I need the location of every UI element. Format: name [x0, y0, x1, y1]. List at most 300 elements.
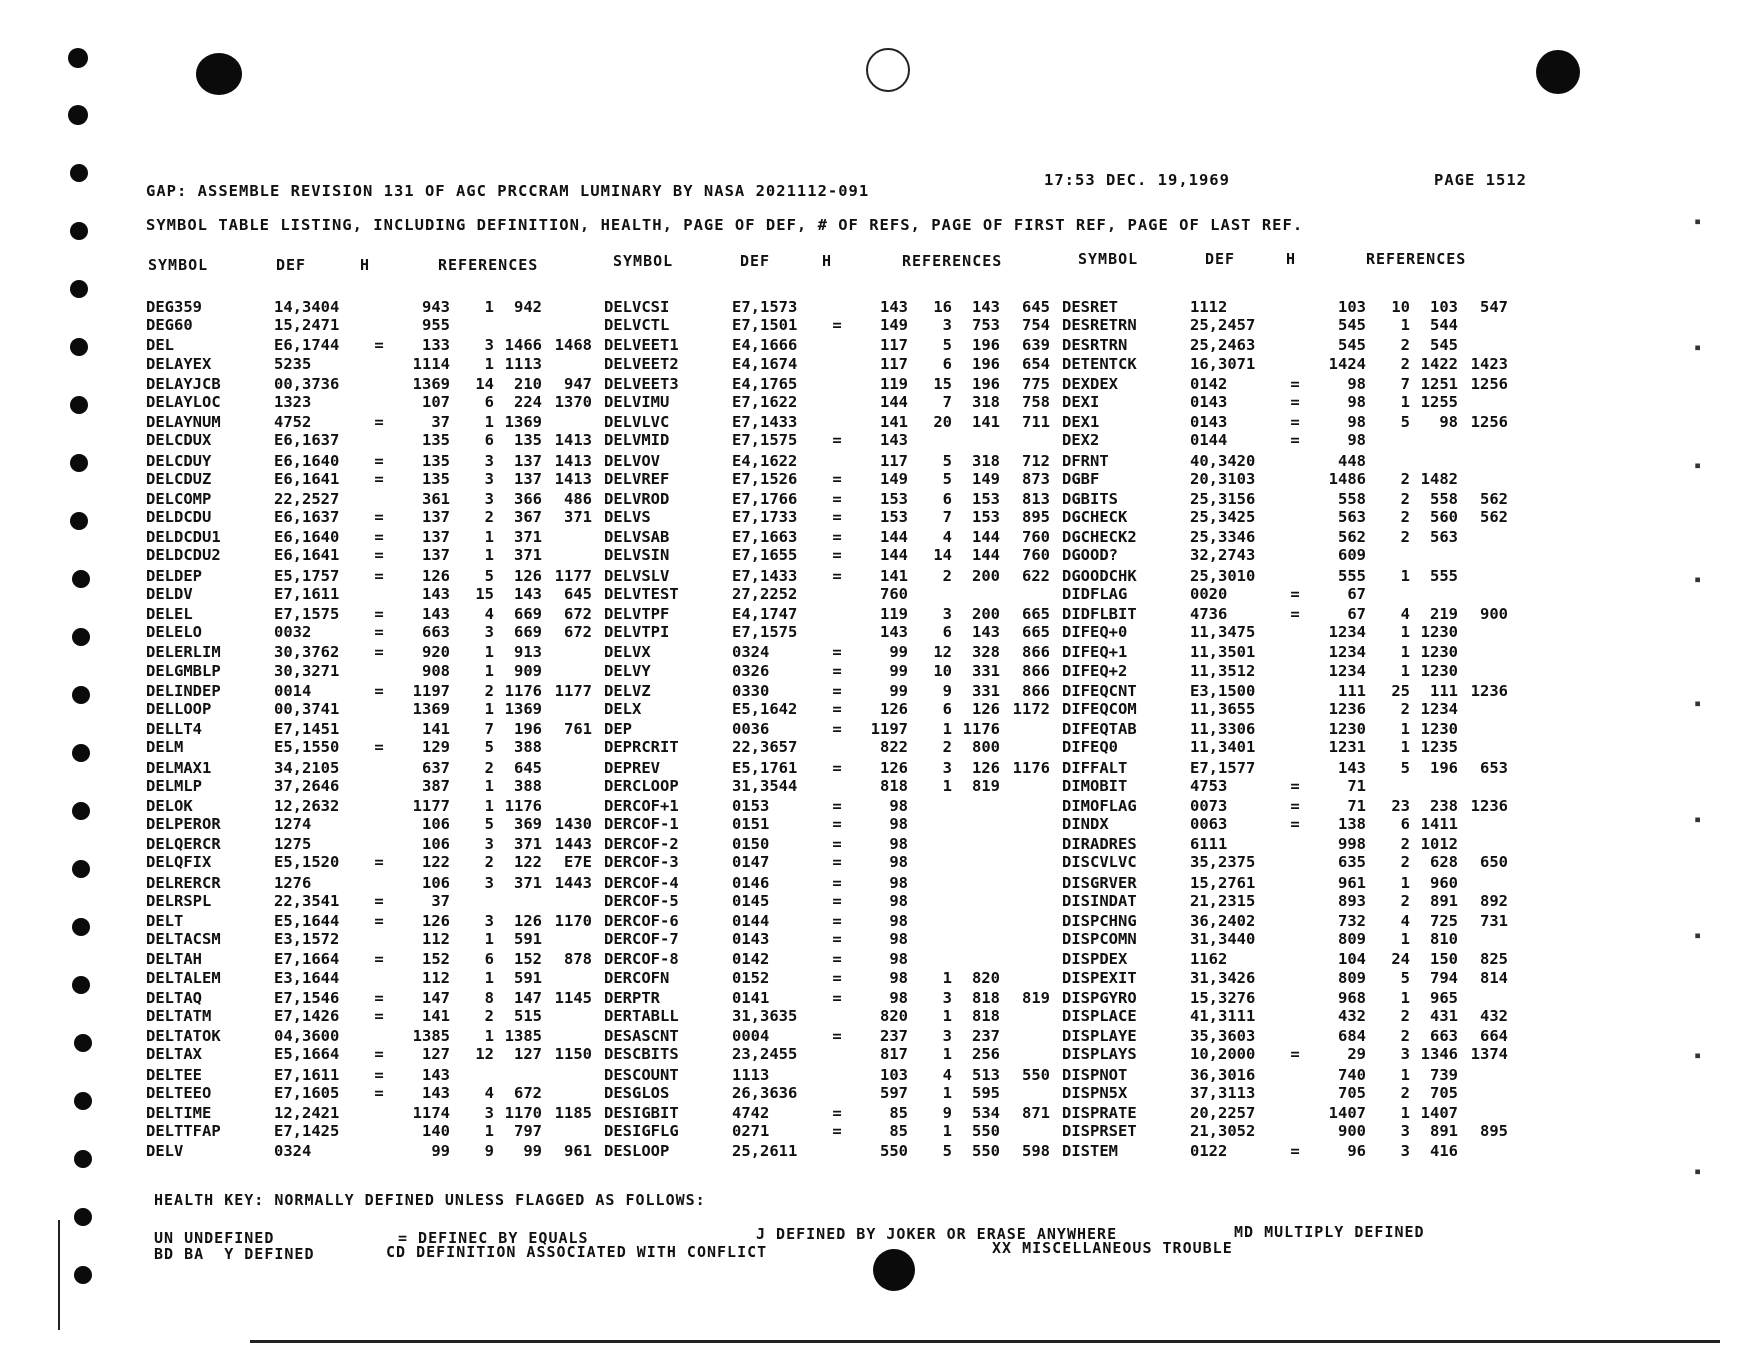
cell-def-page: 1369	[412, 699, 450, 718]
sprocket-hole	[68, 105, 88, 125]
cell-last-ref: 650	[1480, 853, 1508, 872]
cell-health: =	[374, 566, 384, 585]
cell-def: 0032	[274, 623, 312, 642]
cell-last-ref: 731	[1480, 912, 1508, 930]
cell-ref-count: 6	[942, 489, 952, 508]
cell-symbol: DERCLOOP	[604, 776, 679, 795]
table-entry-2	[604, 470, 1062, 489]
cell-def: 6111	[1190, 835, 1228, 854]
cell-first-ref: 256	[972, 1045, 1000, 1064]
cell-def: 11,3475	[1190, 623, 1256, 642]
cell-def-page: 809	[1338, 930, 1366, 949]
sprocket-hole	[70, 454, 88, 472]
table-row	[146, 623, 1526, 642]
cell-def: 0020	[1190, 584, 1228, 603]
cell-def: 4742	[732, 1103, 770, 1122]
table-row	[146, 662, 1526, 681]
cell-def: 4753	[1190, 776, 1228, 795]
cell-ref-count: 6	[484, 392, 494, 411]
cell-symbol: DIFEQ+2	[1062, 661, 1128, 680]
cell-ref-count: 3	[942, 988, 952, 1007]
table-entry-1	[146, 969, 604, 988]
table-entry-3	[1062, 738, 1520, 757]
cell-last-ref: 1145	[554, 988, 592, 1007]
table-entry-1	[146, 508, 604, 527]
cell-last-ref: 775	[1022, 374, 1050, 393]
cell-first-ref: 224	[514, 392, 542, 411]
cell-def: E6,1637	[274, 431, 340, 450]
cell-ref-count: 15	[933, 374, 952, 393]
table-entry-3	[1062, 605, 1520, 624]
cell-symbol: DELDV	[146, 584, 193, 603]
cell-def: 0143	[1190, 392, 1228, 411]
table-row	[146, 1066, 1526, 1085]
cell-health: =	[1290, 584, 1300, 603]
cell-def-page: 149	[880, 469, 908, 488]
cell-symbol: DELTEEO	[146, 1083, 212, 1102]
cell-def: E3,1572	[274, 930, 340, 949]
table-entry-1	[146, 528, 604, 547]
cell-def: 22,3541	[274, 891, 340, 910]
sprocket-hole	[72, 570, 90, 588]
cell-first-ref: 153	[972, 508, 1000, 527]
cell-def-page: 893	[1338, 891, 1366, 910]
cell-ref-count: 1	[484, 968, 494, 987]
table-row	[146, 874, 1526, 893]
cell-last-ref: 1236	[1470, 681, 1508, 700]
col2-references-header: REFERENCES	[902, 252, 1003, 270]
cell-symbol: DEG60	[146, 316, 193, 335]
cell-ref-count: 15	[475, 584, 494, 603]
cell-ref-count: 1	[942, 720, 952, 739]
cell-def-page: 129	[422, 738, 450, 757]
cell-ref-count: 16	[933, 298, 952, 316]
cell-def: E7,1733	[732, 508, 798, 527]
table-entry-1	[146, 490, 604, 509]
table-entry-1	[146, 546, 604, 565]
table-entry-3	[1062, 874, 1520, 893]
cell-def: 25,2463	[1190, 336, 1256, 355]
cell-ref-count: 1	[484, 796, 494, 815]
table-entry-3	[1062, 1084, 1520, 1103]
cell-symbol: DEG359	[146, 298, 202, 316]
cell-health: =	[374, 681, 384, 700]
cell-last-ref: 754	[1022, 316, 1050, 335]
table-entry-1	[146, 1142, 604, 1161]
cell-def-page: 1231	[1328, 738, 1366, 757]
cell-symbol: DESRETRN	[1062, 316, 1137, 335]
cell-symbol: DFRNT	[1062, 451, 1109, 470]
cell-def-page: 117	[880, 336, 908, 355]
cell-symbol: DELERLIM	[146, 643, 221, 662]
table-row	[146, 720, 1526, 739]
table-row	[146, 969, 1526, 988]
cell-def: 31,3440	[1190, 930, 1256, 949]
cell-symbol: DESRET	[1062, 298, 1118, 316]
table-row	[146, 1007, 1526, 1026]
cell-def-page: 361	[422, 489, 450, 508]
sprocket-hole	[70, 338, 88, 356]
table-entry-2	[604, 912, 1062, 931]
cell-symbol: DEXI	[1062, 392, 1100, 411]
cell-ref-count: 7	[484, 720, 494, 739]
table-entry-1	[146, 892, 604, 911]
listing-timestamp: 17:53 DEC. 19,1969	[1044, 171, 1230, 189]
cell-last-ref: 866	[1022, 661, 1050, 680]
cell-first-ref: 103	[1430, 298, 1458, 316]
cell-def: E7,1611	[274, 584, 340, 603]
table-entry-3	[1062, 835, 1520, 854]
cell-symbol: DELLT4	[146, 720, 202, 739]
table-entry-2	[604, 528, 1062, 547]
table-entry-2	[604, 1045, 1062, 1064]
cell-ref-count: 3	[1400, 1045, 1410, 1064]
table-entry-2	[604, 316, 1062, 335]
cell-ref-count: 2	[1400, 1083, 1410, 1102]
table-entry-3	[1062, 490, 1520, 509]
cell-def: 34,2105	[274, 758, 340, 777]
cell-def: 0063	[1190, 815, 1228, 834]
table-row	[146, 643, 1526, 662]
cell-def: E7,1663	[732, 528, 798, 547]
cell-def: 0146	[732, 873, 770, 892]
cell-ref-count: 1	[484, 661, 494, 680]
col2-health-header: H	[822, 252, 833, 270]
cell-symbol: DELVS	[604, 508, 651, 527]
cell-def-page: 141	[422, 720, 450, 739]
table-entry-1	[146, 759, 604, 778]
cell-def-page: 149	[880, 316, 908, 335]
cell-symbol: DELAYNUM	[146, 413, 221, 432]
cell-def: E4,1674	[732, 354, 798, 373]
cell-ref-count: 3	[484, 1103, 494, 1122]
cell-def: 20,2257	[1190, 1103, 1256, 1122]
cell-ref-count: 5	[1400, 758, 1410, 777]
table-entry-2	[604, 336, 1062, 355]
cell-health: =	[374, 508, 384, 527]
cell-first-ref: 1369	[504, 413, 542, 432]
cell-def: 21,3052	[1190, 1122, 1256, 1141]
cell-ref-count: 6	[484, 950, 494, 969]
cell-first-ref: 331	[972, 681, 1000, 700]
cell-def-page: 117	[880, 354, 908, 373]
table-entry-1	[146, 835, 604, 854]
cell-def: 4736	[1190, 605, 1228, 623]
cell-first-ref: 563	[1430, 528, 1458, 547]
cell-def-page: 99	[889, 661, 908, 680]
table-row	[146, 413, 1526, 432]
cell-ref-count: 1	[1400, 873, 1410, 892]
cell-def-page: 1197	[870, 720, 908, 739]
cell-last-ref: 639	[1022, 336, 1050, 355]
table-row	[146, 777, 1526, 796]
cell-ref-count: 1	[484, 528, 494, 547]
cell-last-ref: 672	[564, 623, 592, 642]
cell-def-page: 99	[889, 643, 908, 662]
cell-def: 0153	[732, 796, 770, 815]
cell-ref-count: 1	[484, 930, 494, 949]
cell-symbol: DELVEET3	[604, 374, 679, 393]
table-row	[146, 759, 1526, 778]
cell-symbol: DERCOF-4	[604, 873, 679, 892]
table-row	[146, 815, 1526, 834]
cell-ref-count: 3	[484, 912, 494, 930]
right-margin-mark: ▪	[1694, 1048, 1702, 1062]
cell-symbol: DIFEQCNT	[1062, 681, 1137, 700]
cell-def-page: 663	[422, 623, 450, 642]
cell-symbol: DELTTFAP	[146, 1122, 221, 1141]
cell-def: 30,3762	[274, 643, 340, 662]
cell-symbol: DERCOF-3	[604, 853, 679, 872]
table-entry-1	[146, 643, 604, 662]
table-entry-1	[146, 298, 604, 317]
cell-def: 0145	[732, 891, 770, 910]
cell-first-ref: 942	[514, 298, 542, 316]
cell-first-ref: 1411	[1420, 815, 1458, 834]
cell-health: =	[832, 835, 842, 854]
cell-first-ref: 705	[1430, 1083, 1458, 1102]
cell-last-ref: 711	[1022, 413, 1050, 432]
cell-symbol: DIFFALT	[1062, 758, 1128, 777]
cell-def: 11,3501	[1190, 643, 1256, 662]
table-entry-2	[604, 298, 1062, 317]
cell-last-ref: 645	[1022, 298, 1050, 316]
cell-def: E5,1757	[274, 566, 340, 585]
cell-def: 41,3111	[1190, 1006, 1256, 1025]
cell-def-page: 98	[889, 835, 908, 854]
cell-def-page: 760	[880, 584, 908, 603]
cell-symbol: DELVCSI	[604, 298, 670, 316]
cell-symbol: DELVSLV	[604, 566, 670, 585]
cell-last-ref: 895	[1022, 508, 1050, 527]
cell-ref-count: 1	[484, 1027, 494, 1046]
cell-health: =	[832, 815, 842, 834]
cell-first-ref: 210	[514, 374, 542, 393]
health-key-un: UN UNDEFINED	[154, 1229, 275, 1247]
cell-first-ref: 591	[514, 968, 542, 987]
cell-def: E7,1573	[732, 298, 798, 316]
cell-def-page: 152	[422, 950, 450, 969]
table-row	[146, 1122, 1526, 1141]
cell-health: =	[832, 1122, 842, 1141]
table-entry-3	[1062, 1007, 1520, 1026]
cell-health: =	[1290, 1045, 1300, 1064]
cell-first-ref: 1251	[1420, 374, 1458, 393]
cell-def: 11,3306	[1190, 720, 1256, 739]
cell-first-ref: 147	[514, 988, 542, 1007]
cell-symbol: DELAYEX	[146, 354, 212, 373]
cell-first-ref: 331	[972, 661, 1000, 680]
cell-first-ref: 1482	[1420, 469, 1458, 488]
cell-def-page: 1234	[1328, 661, 1366, 680]
cell-symbol: DELVCTL	[604, 316, 670, 335]
table-entry-3	[1062, 1066, 1520, 1085]
cell-symbol: DIFEQ+1	[1062, 643, 1128, 662]
cell-first-ref: 534	[972, 1103, 1000, 1122]
cell-ref-count: 8	[484, 988, 494, 1007]
cell-first-ref: 111	[1430, 681, 1458, 700]
cell-def-page: 144	[880, 528, 908, 547]
table-entry-1	[146, 853, 604, 872]
cell-def: 20,3103	[1190, 469, 1256, 488]
cell-ref-count: 4	[942, 1065, 952, 1084]
cell-first-ref: 725	[1430, 912, 1458, 930]
cell-first-ref: 143	[972, 298, 1000, 316]
cell-def-page: 432	[1338, 1006, 1366, 1025]
cell-def-page: 817	[880, 1045, 908, 1064]
cell-symbol: DELDCDU1	[146, 528, 221, 547]
cell-last-ref: 654	[1022, 354, 1050, 373]
cell-symbol: DISPEXIT	[1062, 968, 1137, 987]
cell-first-ref: 150	[1430, 950, 1458, 969]
table-entry-1	[146, 375, 604, 394]
cell-symbol: DESLOOP	[604, 1142, 670, 1161]
cell-def-page: 96	[1347, 1142, 1366, 1161]
cell-def: E7,1433	[732, 413, 798, 432]
cell-last-ref: 814	[1480, 968, 1508, 987]
col3-references-header: REFERENCES	[1366, 250, 1467, 268]
cell-symbol: DGCHECK	[1062, 508, 1128, 527]
table-entry-3	[1062, 375, 1520, 394]
cell-symbol: DERTABLL	[604, 1006, 679, 1025]
cell-def: E7,1451	[274, 720, 340, 739]
cell-ref-count: 1	[942, 1006, 952, 1025]
cell-symbol: DELOK	[146, 796, 193, 815]
health-key-equals: = DEFINEC BY EQUALS	[398, 1229, 589, 1247]
table-row	[146, 375, 1526, 394]
cell-def: E5,1550	[274, 738, 340, 757]
sprocket-hole	[68, 48, 88, 68]
punch-hole-top-right	[1536, 50, 1580, 94]
table-entry-1	[146, 874, 604, 893]
cell-last-ref: 1236	[1470, 796, 1508, 815]
cell-first-ref: 318	[972, 451, 1000, 470]
cell-first-ref: 196	[972, 374, 1000, 393]
cell-def: 36,3016	[1190, 1065, 1256, 1084]
cell-def-page: 85	[889, 1122, 908, 1141]
right-margin-mark: ▪	[1694, 458, 1702, 472]
cell-symbol: DELTAX	[146, 1045, 202, 1064]
cell-def: 0147	[732, 853, 770, 872]
cell-def: E7,1526	[732, 469, 798, 488]
cell-ref-count: 2	[484, 508, 494, 527]
cell-def-page: 37	[431, 891, 450, 910]
table-row	[146, 298, 1526, 317]
cell-ref-count: 7	[942, 508, 952, 527]
cell-health: =	[832, 930, 842, 949]
cell-def: 1162	[1190, 950, 1228, 969]
table-entry-3	[1062, 759, 1520, 778]
table-row	[146, 567, 1526, 586]
cell-ref-count: 3	[484, 451, 494, 470]
cell-ref-count: 5	[1400, 413, 1410, 432]
cell-first-ref: 431	[1430, 1006, 1458, 1025]
cell-def-page: 448	[1338, 451, 1366, 470]
cell-def-page: 387	[422, 776, 450, 795]
cell-first-ref: 545	[1430, 336, 1458, 355]
cell-first-ref: 369	[514, 815, 542, 834]
cell-def: 0324	[732, 643, 770, 662]
cell-last-ref: 871	[1022, 1103, 1050, 1122]
cell-symbol: DELTEE	[146, 1065, 202, 1084]
table-entry-2	[604, 874, 1062, 893]
cell-first-ref: 628	[1430, 853, 1458, 872]
table-row	[146, 605, 1526, 624]
cell-def: 0014	[274, 681, 312, 700]
cell-first-ref: 753	[972, 316, 1000, 335]
cell-ref-count: 5	[942, 1142, 952, 1161]
cell-symbol: DELVSAB	[604, 528, 670, 547]
cell-ref-count: 3	[942, 316, 952, 335]
sprocket-hole	[72, 976, 90, 994]
cell-def: E7,1766	[732, 489, 798, 508]
cell-ref-count: 1	[1400, 988, 1410, 1007]
cell-def-page: 135	[422, 469, 450, 488]
table-row	[146, 393, 1526, 412]
health-key-joker: J DEFINED BY JOKER OR ERASE ANYWHERE	[756, 1225, 1118, 1243]
cell-last-ref: 873	[1022, 469, 1050, 488]
cell-def-page: 140	[422, 1122, 450, 1141]
cell-ref-count: 3	[1400, 1142, 1410, 1161]
cell-def: 25,3425	[1190, 508, 1256, 527]
cell-def-page: 98	[889, 873, 908, 892]
cell-def-page: 900	[1338, 1122, 1366, 1141]
cell-symbol: DELTAH	[146, 950, 202, 969]
cell-def: E7,1575	[732, 431, 798, 450]
cell-def: 40,3420	[1190, 451, 1256, 470]
cell-ref-count: 10	[933, 661, 952, 680]
cell-ref-count: 2	[484, 758, 494, 777]
cell-def-page: 106	[422, 815, 450, 834]
cell-first-ref: 196	[972, 336, 1000, 355]
cell-last-ref: 550	[1022, 1065, 1050, 1084]
table-entry-1	[146, 1045, 604, 1064]
cell-def: 27,2252	[732, 584, 798, 603]
table-entry-2	[604, 700, 1062, 719]
cell-def: 04,3600	[274, 1027, 340, 1046]
cell-def: 35,2375	[1190, 853, 1256, 872]
table-entry-2	[604, 853, 1062, 872]
table-entry-2	[604, 431, 1062, 450]
cell-symbol: DEPREV	[604, 758, 660, 777]
cell-health: =	[832, 1027, 842, 1046]
cell-def-page: 98	[889, 796, 908, 815]
cell-def-page: 1197	[412, 681, 450, 700]
right-margin-mark: ▪	[1694, 928, 1702, 942]
cell-def-page: 684	[1338, 1027, 1366, 1046]
cell-first-ref: 1230	[1420, 643, 1458, 662]
cell-first-ref: 669	[514, 623, 542, 642]
table-entry-2	[604, 892, 1062, 911]
table-row	[146, 797, 1526, 816]
cell-def: E7,1501	[732, 316, 798, 335]
table-row	[146, 989, 1526, 1008]
table-entry-1	[146, 815, 604, 834]
cell-def-page: 143	[880, 431, 908, 450]
cell-first-ref: 1407	[1420, 1103, 1458, 1122]
cell-last-ref: 1172	[1012, 699, 1050, 718]
table-entry-1	[146, 605, 604, 624]
cell-def-page: 98	[889, 950, 908, 969]
table-row	[146, 546, 1526, 565]
cell-def-page: 143	[422, 605, 450, 623]
cell-last-ref: 760	[1022, 546, 1050, 565]
table-row	[146, 682, 1526, 701]
cell-def: E4,1765	[732, 374, 798, 393]
cell-first-ref: 141	[972, 413, 1000, 432]
cell-symbol: DELVTPI	[604, 623, 670, 642]
cell-last-ref: 547	[1480, 298, 1508, 316]
